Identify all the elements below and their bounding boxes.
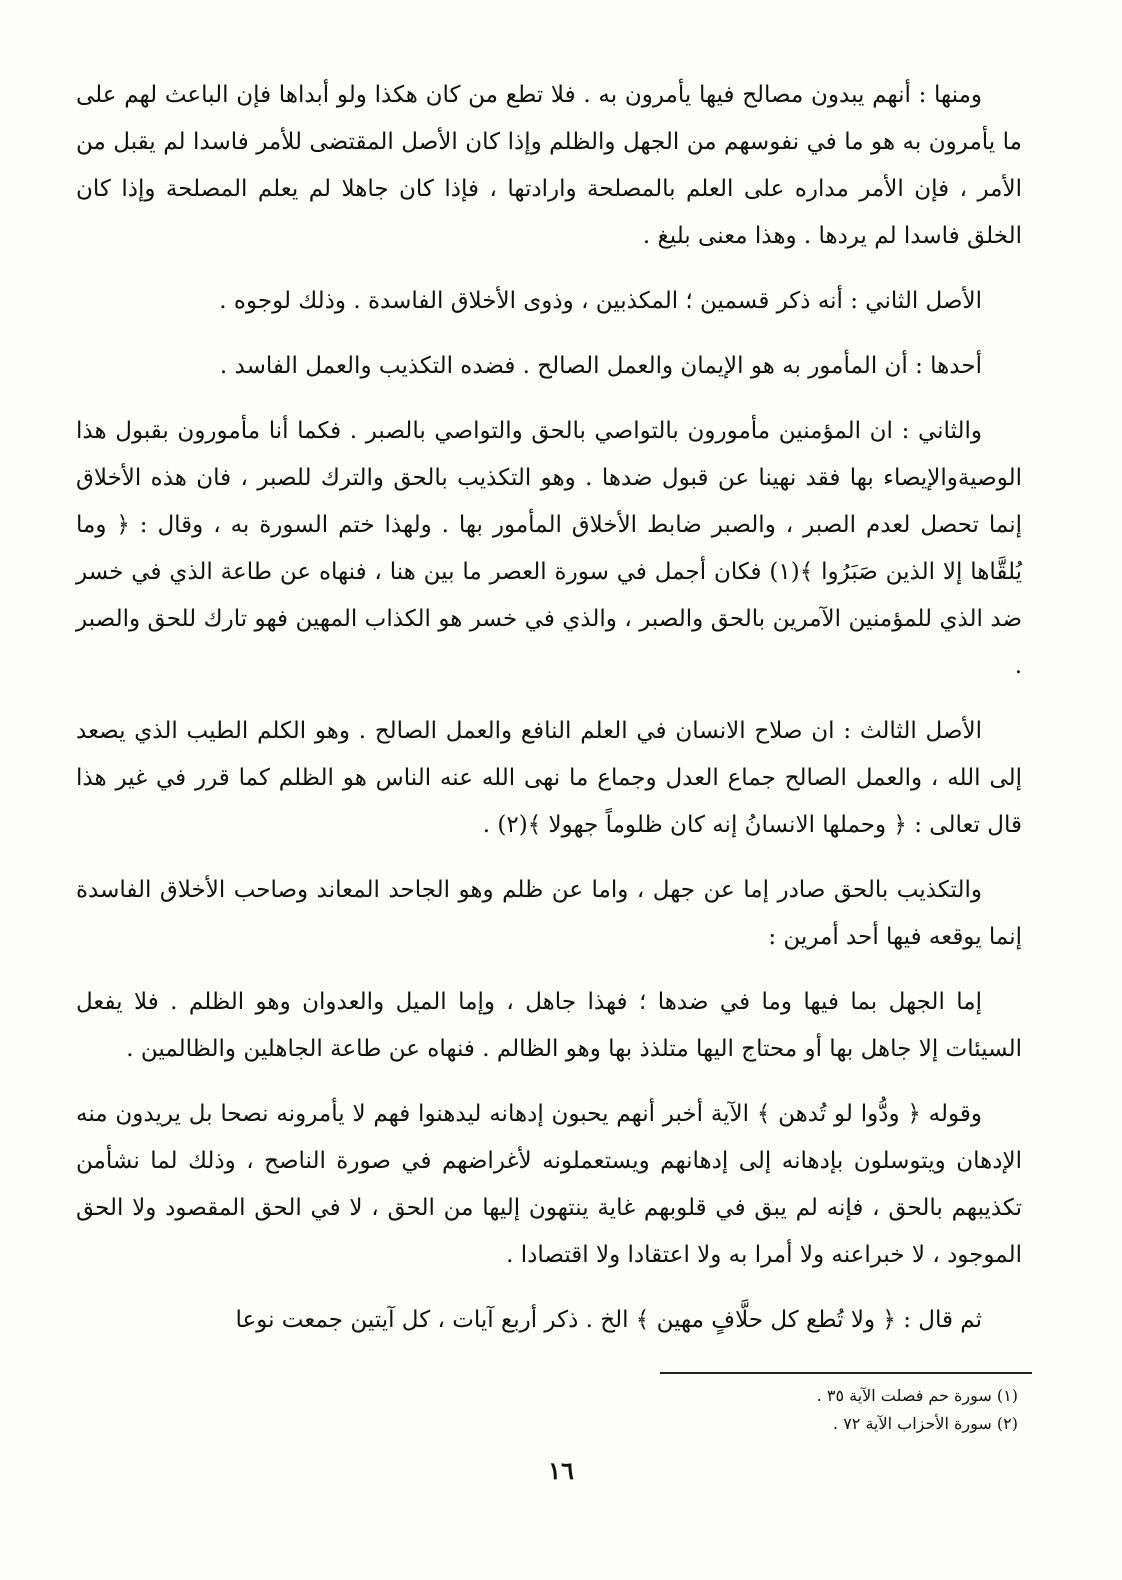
footnote: (٢) سورة الأحزاب الآية ٧٢ . [833, 1414, 1018, 1433]
paragraph: والثاني : ان المؤمنين مأمورون بالتواصي بالحق والتواصي بالصبر . فكما أنا مأمورون بقبول هذا الوصيةوالإيصاء بها فقد نهينا عن قبول ضدها . وهو التكذيب بالحق والترك للصبر ، فان هذه الأخلاق إنما تحصل لعدم الصبر ، والصبر ضابط الأخلاق المأمور بها . ولهذا ختم السورة به ، وقال : ﴿ وما يُلقَّاها إلا الذين صَبَرُوا ﴾(١) فكان أجمل في سورة العصر ما بين هنا ، فنهاه عن طاعة الذي في خسر ضد الذي للمؤمنين الآمرين بالحق والصبر ، والذي في خسر هو الكذاب المهين فهو تارك للحق والصبر . [76, 418, 1022, 679]
paragraph: إما الجهل بما فيها وما في ضدها ؛ فهذا جاهل ، وإما الميل والعدوان وهو الظلم . فلا يفعل السيئات إلا جاهل بها أو محتاج اليها متلذذ بها وهو الظالم . فنهاه عن طاعة الجاهلين والظالمين . [76, 989, 1022, 1062]
main-text [76, 72, 1022, 1362]
page-number: ١٦ [548, 1456, 574, 1485]
paragraph: ومنها : أنهم يبدون مصالح فيها يأمرون به . فلا تطع من كان هكذا ولو أبداها فإن الباعث لهم على ما يأمرون به هو ما في نفوسهم من الجهل والظلم وإذا كان الأصل المقتضى للأمر فاسدا لم يقبل من الأمر ، فإن الأمر مداره على العلم بالمصلحة وارادتها ، فإذا كان جاهلا لم يعلم المصلحة وإذا كان الخلق فاسدا لم يردها . وهذا معنى بليغ . [76, 82, 1022, 249]
footnotes [817, 1382, 1018, 1438]
paragraph: الأصل الثاني : أنه ذكر قسمين ؛ المكذبين ، وذوى الأخلاق الفاسدة . وذلك لوجوه . [219, 288, 982, 314]
paragraph: والتكذيب بالحق صادر إما عن جهل ، واما عن ظلم وهو الجاحد المعاند وصاحب الأخلاق الفاسدة إنما يوقعه فيها أحد أمرين : [76, 877, 1022, 950]
footnote-divider [660, 1372, 1032, 1374]
footnote: (١) سورة حم فصلت الآية ٣٥ . [816, 1386, 1018, 1405]
paragraph: وقوله ﴿ ودُّوا لو تُدهن ﴾ الآية أخبر أنهم يحبون إدهانه ليدهنوا فهم لا يأمرونه نصحا بل يريدون منه الإدهان ويتوسلون بإدهانه إلى إدهانهم ويستعملونه لأغراضهم في صورة الناصح ، وذلك لما نشأمن تكذيبهم بالحق ، فإنه لم يبق في قلوبهم غاية ينتهون إليها من الحق ، لا في الحق المقصود ولا الحق الموجود ، لا خبراعنه ولا أمرا به ولا اعتقادا ولا اقتصادا . [76, 1101, 1022, 1268]
paragraph: أحدها : أن المأمور به هو الإيمان والعمل الصالح . فضده التكذيب والعمل الفاسد . [219, 353, 982, 379]
paragraph: الأصل الثالث : ان صلاح الانسان في العلم النافع والعمل الصالح . وهو الكلم الطيب الذي يصعد إلى الله ، والعمل الصالح جماع العدل وجماع ما نهى الله عنه الناس هو الظلم كما قرر في غير هذا قال تعالى : ﴿ وحملها الانسانُ إنه كان ظلوماً جهولا ﴾(٢) . [76, 718, 1022, 838]
paragraph: ثم قال : ﴿ ولا تُطع كل حلَّافٍ مهين ﴾ الخ . ذكر أربع آيات ، كل آيتين جمعت نوعا [235, 1307, 982, 1333]
